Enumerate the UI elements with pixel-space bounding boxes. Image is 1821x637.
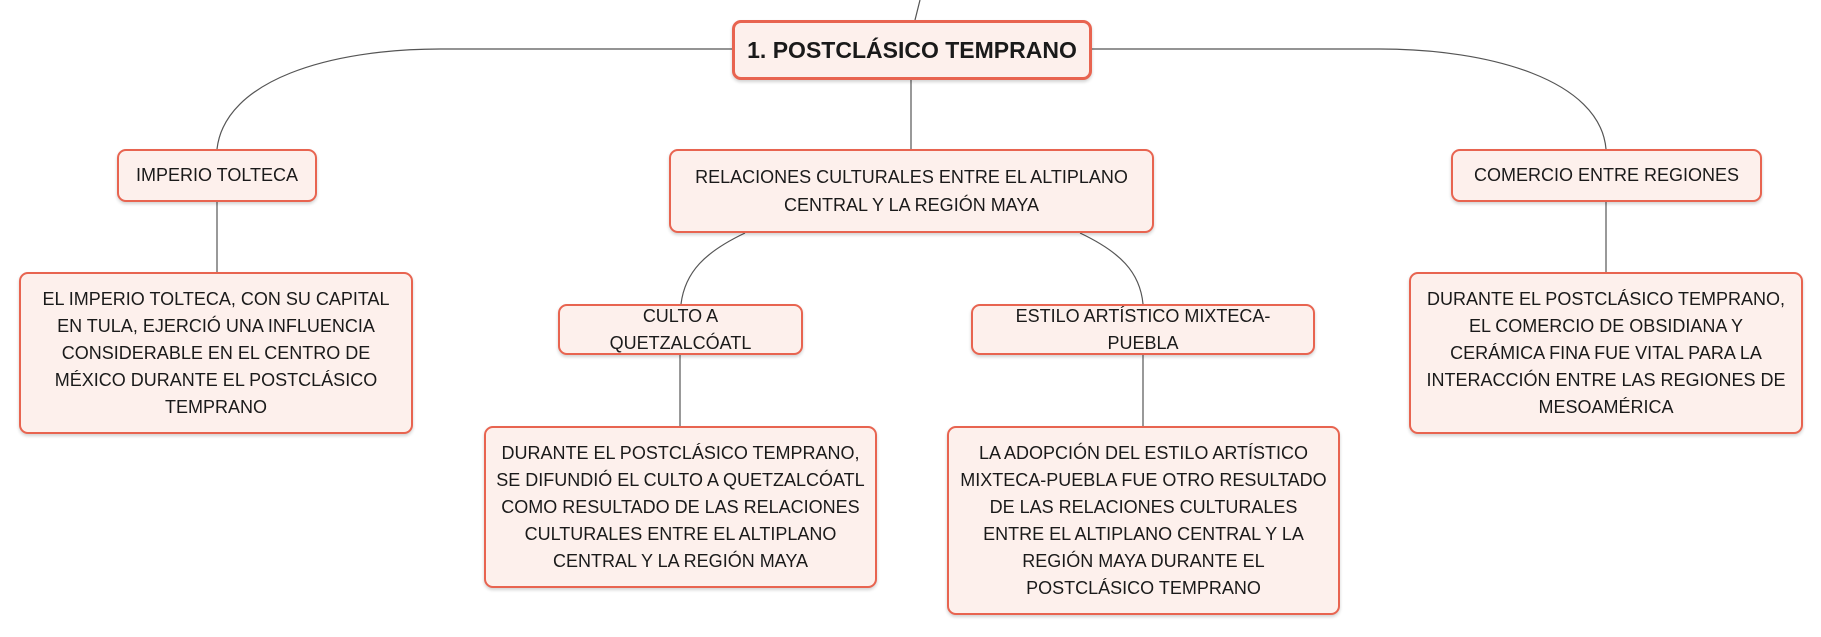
root-topic[interactable] [732, 20, 1092, 80]
topic-relaciones-culturales-label: RELACIONES CULTURALES ENTRE EL ALTIPLANO CENTRAL Y LA REGIÓN MAYA [695, 167, 1128, 215]
detail-culto-quetzalcoatl-text: DURANTE EL POSTCLÁSICO TEMPRANO, SE DIFUNDIÓ EL CULTO A QUETZALCÓATL COMO RESULTADO DE LAS RELACIONES CULTURALES ENTRE EL ALTIPLANO CENTRAL Y LA REGIÓN MAYA [496, 442, 865, 571]
topic-imperio-tolteca-label: IMPERIO TOLTECA [135, 165, 299, 185]
topic-estilo-mixteca-puebla[interactable] [971, 304, 1315, 355]
topic-estilo-mixteca-puebla-label: ESTILO ARTÍSTICO MIXTECA-PUEBLA [1015, 305, 1271, 353]
topic-culto-quetzalcoatl-label: CULTO A QUETZALCÓATL [609, 305, 752, 353]
connector-relaciones-to-estilo [1080, 233, 1143, 304]
connector-relaciones-to-culto [681, 233, 745, 304]
detail-imperio-tolteca-text: EL IMPERIO TOLTECA, CON SU CAPITAL EN TULA, EJERCIÓ UNA INFLUENCIA CONSIDERABLE EN EL CENTRO DE MÉXICO DURANTE EL POSTCLÁSICO TEMPRANO [42, 288, 390, 417]
topic-comercio-entre-regiones[interactable] [1451, 149, 1762, 202]
connector-root-incoming [915, 0, 920, 20]
root-topic-label: 1. POSTCLÁSICO TEMPRANO [747, 36, 1077, 63]
detail-culto-quetzalcoatl[interactable] [484, 426, 877, 588]
connector-root-to-comercio [1092, 49, 1606, 149]
topic-culto-quetzalcoatl[interactable] [558, 304, 803, 355]
detail-estilo-mixteca-puebla-text: LA ADOPCIÓN DEL ESTILO ARTÍSTICO MIXTECA-PUEBLA FUE OTRO RESULTADO DE LAS RELACIONES CULTURALES ENTRE EL ALTIPLANO CENTRAL Y LA REGIÓN MAYA DURANTE EL POSTCLÁSICO TEMPRANO [960, 442, 1327, 598]
topic-imperio-tolteca[interactable] [117, 149, 317, 202]
detail-estilo-mixteca-puebla[interactable] [947, 426, 1340, 615]
topic-comercio-entre-regiones-label: COMERCIO ENTRE REGIONES [1473, 165, 1740, 185]
detail-comercio-entre-regiones[interactable] [1409, 272, 1803, 434]
detail-comercio-entre-regiones-text: DURANTE EL POSTCLÁSICO TEMPRANO, EL COMERCIO DE OBSIDIANA Y CERÁMICA FINA FUE VITAL PARA LA INTERACCIÓN ENTRE LAS REGIONES DE MESOAMÉRICA [1426, 288, 1786, 417]
detail-imperio-tolteca[interactable] [19, 272, 413, 434]
connector-root-to-imperio-tolteca [217, 49, 732, 149]
topic-relaciones-culturales[interactable] [669, 149, 1154, 233]
